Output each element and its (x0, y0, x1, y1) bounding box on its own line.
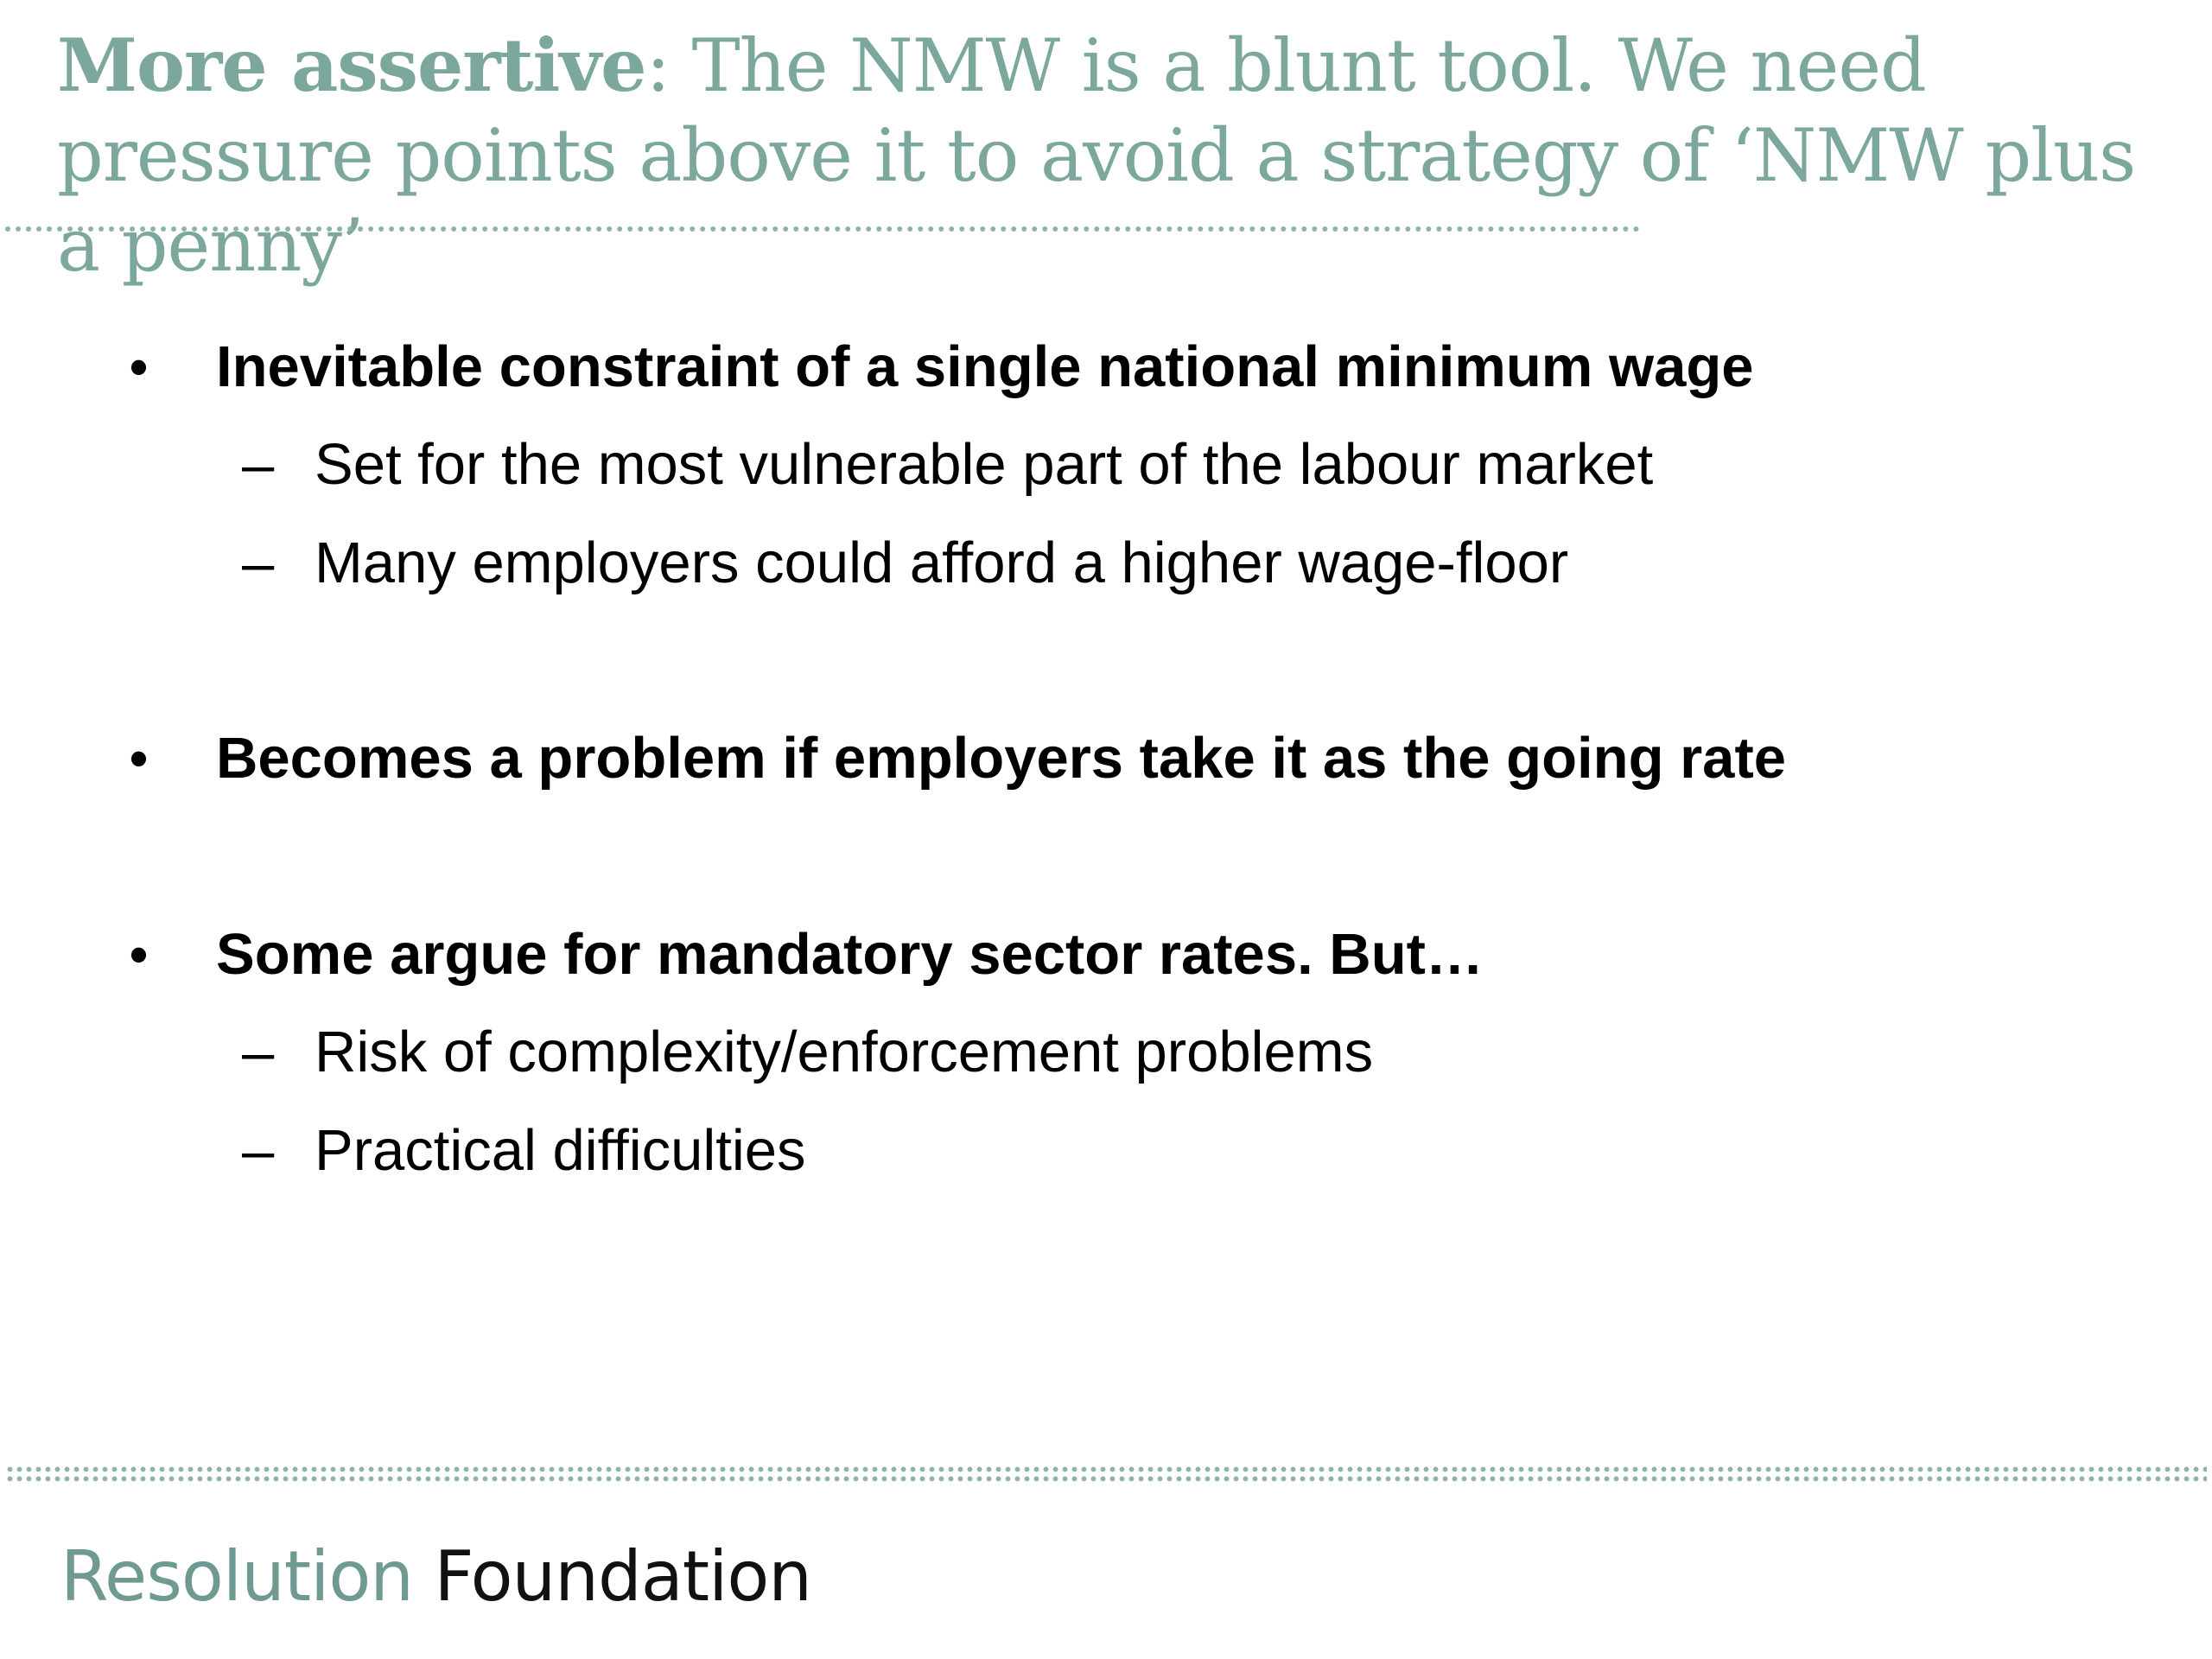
sub-bullet-text: Set for the most vulnerable part of the labour market (315, 432, 1654, 497)
sub-bullet-item (242, 1014, 2143, 1091)
slide-title-emphasis: More assertive (57, 22, 646, 108)
bullet-text: Inevitable constraint of a single national minimum wage (216, 334, 1754, 399)
sub-bullet-dash: – (242, 1020, 275, 1084)
bullet-text: Some argue for mandatory sector rates. But… (216, 922, 1484, 987)
bullet-dot: • (130, 338, 149, 396)
sub-bullet-dash: – (242, 531, 275, 595)
bullet-dot: • (130, 925, 149, 983)
footer-divider (5, 1465, 2207, 1484)
sub-bullet-text: Many employers could afford a higher wage-floor (315, 531, 1569, 595)
sub-bullet-text: Risk of complexity/enforcement problems (315, 1020, 1374, 1084)
bullet-item (130, 328, 2117, 406)
sub-bullet-text: Practical difficulties (315, 1118, 806, 1183)
title-divider (5, 226, 1640, 232)
bullet-item (130, 916, 2117, 994)
sub-bullet-dash: – (242, 1118, 275, 1183)
sub-bullet-item (242, 524, 2143, 602)
slide-title-text: : The NMW is a blunt tool. We need pressure points above it to avoid a strategy of ‘NMW plus a penny’ (57, 23, 2136, 288)
slide-title (57, 21, 2165, 290)
resolution-foundation-logo (60, 1534, 811, 1620)
bullet-item (130, 720, 2117, 798)
bullet-dot: • (130, 729, 149, 787)
sub-bullet-item (242, 1112, 2143, 1190)
sub-bullet-item (242, 426, 2143, 504)
sub-bullet-dash: – (242, 432, 275, 497)
bullet-text: Becomes a problem if employers take it as the going rate (216, 726, 1787, 791)
logo-word-foundation: Foundation (413, 1536, 812, 1617)
logo-word-resolution: Resolution (60, 1536, 414, 1617)
